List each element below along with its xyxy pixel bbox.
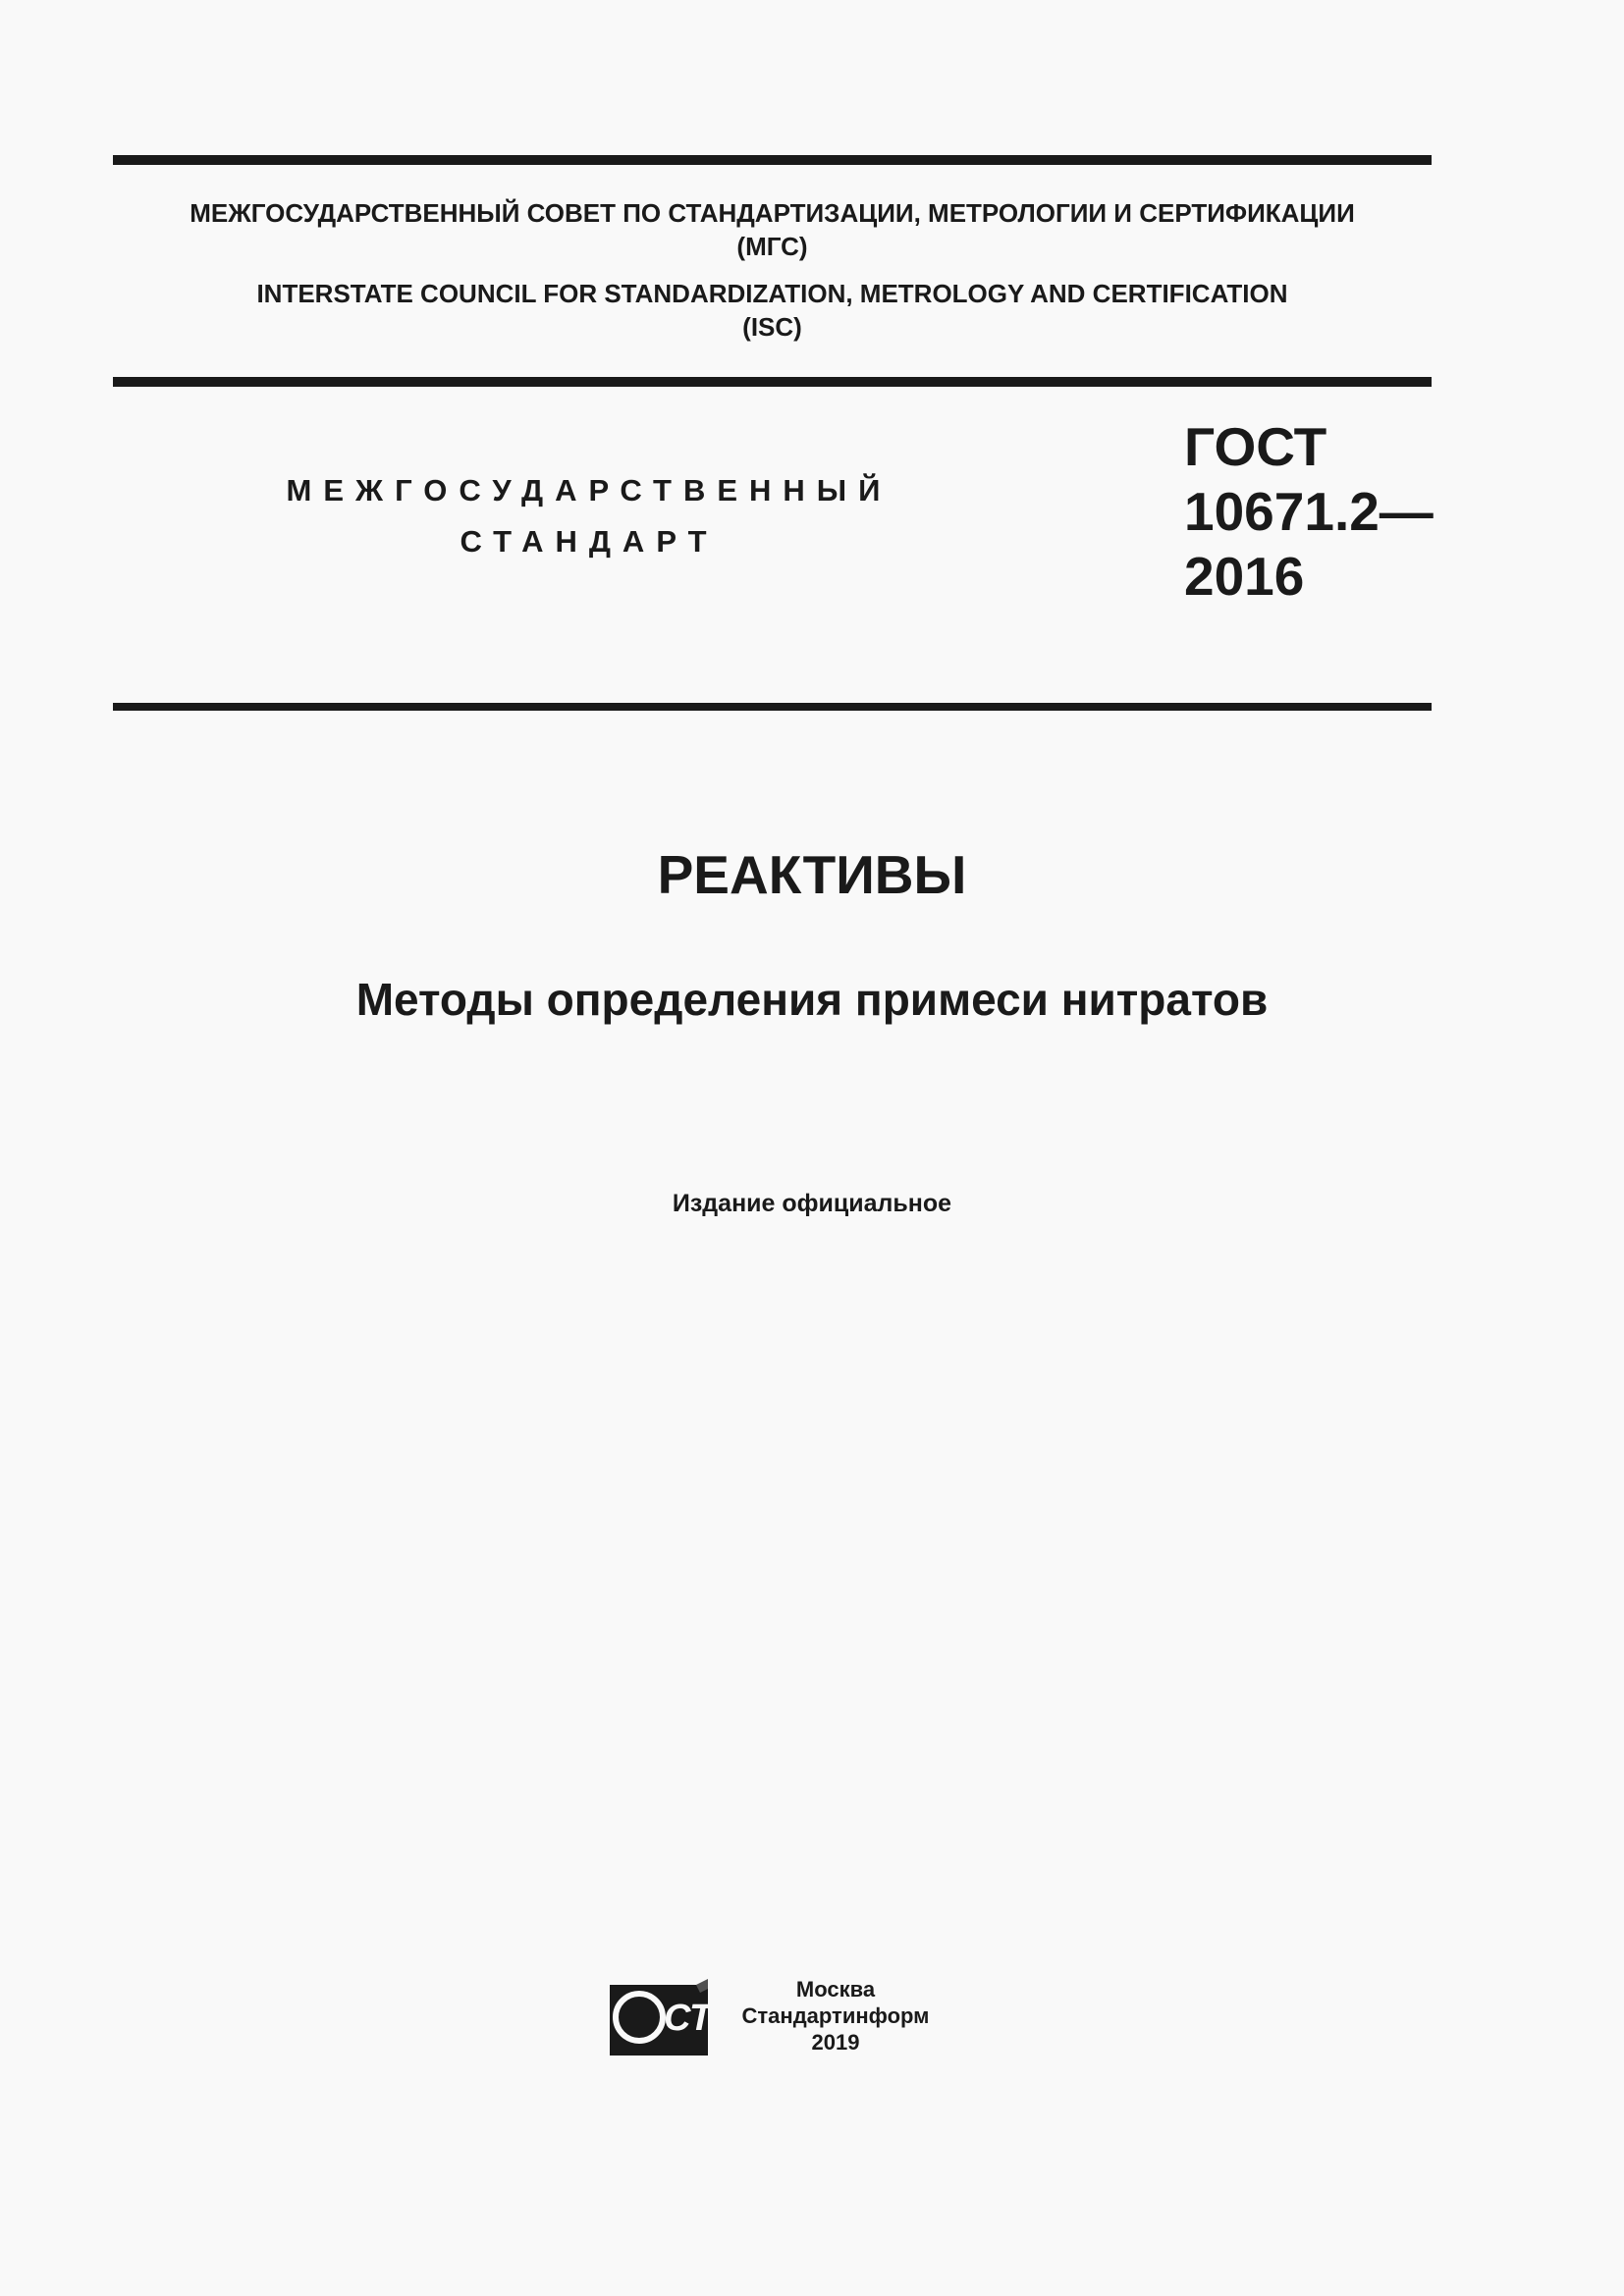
gost-designation: [1184, 414, 1439, 609]
edition-label: Издание официальное: [672, 1190, 952, 1217]
gost-year: 2016: [1184, 546, 1305, 607]
publisher-name: Стандартинформ: [741, 2003, 930, 2028]
publisher-block: [723, 1976, 948, 2056]
standard-type-label: [226, 465, 952, 567]
standard-type-line2: СТАНДАРТ: [460, 524, 719, 559]
council-header: [113, 196, 1432, 344]
gost-prefix: ГОСТ: [1184, 416, 1327, 477]
publisher-year: 2019: [811, 2030, 860, 2055]
logo-lettering: СТИ: [664, 1998, 739, 2039]
sti-logo-icon: [610, 1979, 739, 2056]
council-bottom-rule: [113, 377, 1432, 387]
gost-number: 10671.2—: [1184, 481, 1434, 542]
publisher-city: Москва: [795, 1977, 876, 2002]
top-rule: [113, 155, 1432, 165]
council-ru-abbr: (МГС): [736, 232, 808, 261]
council-ru-name: МЕЖГОСУДАРСТВЕННЫЙ СОВЕТ ПО СТАНДАРТИЗАЦИИ, МЕТРОЛОГИИ И СЕРТИФИКАЦИИ: [189, 198, 1355, 228]
council-en-name: INTERSTATE COUNCIL FOR STANDARDIZATION, METROLOGY AND CERTIFICATION: [256, 279, 1288, 308]
document-title: РЕАКТИВЫ: [657, 844, 967, 905]
council-en-abbr: (ISC): [742, 312, 802, 342]
header-bottom-rule: [113, 703, 1432, 711]
standard-type-line1: МЕЖГОСУДАРСТВЕННЫЙ: [286, 473, 893, 507]
document-subtitle: Методы определения примеси нитратов: [355, 974, 1269, 1025]
